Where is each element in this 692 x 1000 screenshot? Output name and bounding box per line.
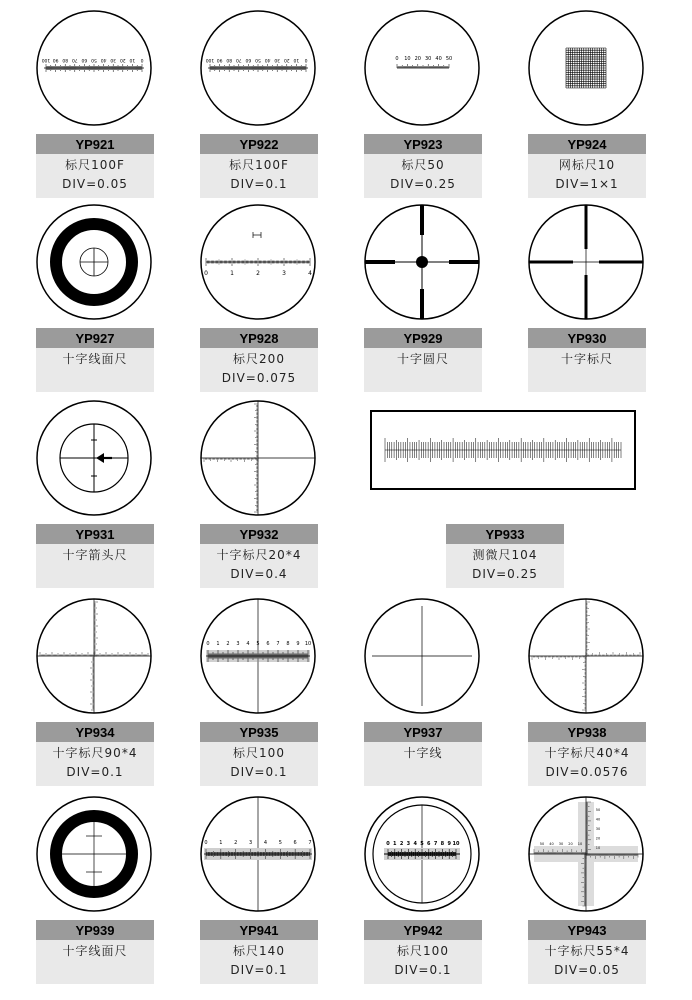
product-label xyxy=(200,328,318,392)
scale-label: 30 xyxy=(425,56,432,62)
product-label-yp933 xyxy=(446,524,564,588)
scale-label: 50 xyxy=(595,808,601,812)
product-div: DIV=1×1 xyxy=(555,177,619,191)
product-label xyxy=(36,920,154,984)
scale-label: 20 xyxy=(595,836,601,841)
product-code: YP935 xyxy=(200,722,318,742)
product-name: 十字标尺 xyxy=(560,352,613,366)
scale-label: 8 xyxy=(286,641,290,647)
reticle-yp923 xyxy=(362,8,482,128)
scale-label: 3 xyxy=(406,841,411,847)
product-code: YP924 xyxy=(528,134,646,154)
product-div xyxy=(364,763,482,782)
scale-label: 10 xyxy=(129,57,136,62)
product-label xyxy=(36,722,154,786)
scale-label: 40 xyxy=(264,57,271,62)
product-name: 测微尺104 xyxy=(472,548,538,562)
product-code: YP932 xyxy=(200,524,318,544)
reticle-yp930 xyxy=(526,202,646,322)
scale-label: 5 xyxy=(256,641,260,647)
scale-label: 2 xyxy=(256,270,260,277)
product-div xyxy=(36,565,154,584)
reticle-yp931 xyxy=(34,398,154,518)
scale-label: 0 xyxy=(206,641,210,647)
scale-label: 10 xyxy=(304,641,312,647)
product-label xyxy=(364,134,482,198)
product-label xyxy=(200,722,318,786)
scale-label: 7 xyxy=(433,841,438,847)
product-code: YP941 xyxy=(200,920,318,940)
scale-label: 1 xyxy=(393,841,397,847)
product-code: YP921 xyxy=(36,134,154,154)
scale-label: 70 xyxy=(235,57,242,62)
product-div xyxy=(36,961,154,980)
product-name: 标尺100 xyxy=(233,746,285,760)
product-label xyxy=(528,722,646,786)
reticle-yp933 xyxy=(370,410,636,490)
product-code: YP939 xyxy=(36,920,154,940)
scale-label: 9 xyxy=(447,841,451,847)
scale-label: 10 xyxy=(452,841,460,847)
scale-label: 40 xyxy=(100,57,107,62)
product-code: YP927 xyxy=(36,328,154,348)
product-label xyxy=(36,524,154,588)
product-name: 标尺140 xyxy=(233,944,285,958)
product-label xyxy=(200,920,318,984)
product-code: YP943 xyxy=(528,920,646,940)
product-div xyxy=(528,369,646,388)
scale-label: 0 xyxy=(386,841,390,847)
product-label xyxy=(528,920,646,984)
scale-label: 2 xyxy=(399,841,404,847)
product-div: DIV=0.1 xyxy=(66,765,124,779)
scale-label: 2 xyxy=(234,840,238,846)
scale-label: 1 xyxy=(219,840,223,846)
product-label xyxy=(364,328,482,392)
product-label xyxy=(528,134,646,198)
product-name: 十字箭头尺 xyxy=(62,548,128,562)
scale-label: 0 xyxy=(204,270,208,277)
scale-label: 4 xyxy=(308,270,312,277)
product-code: YP928 xyxy=(200,328,318,348)
scale-label: 40 xyxy=(549,842,554,846)
scale-label: 5 xyxy=(278,840,282,846)
product-name: 标尺100F xyxy=(65,158,125,172)
product-name: 十字标尺40*4 xyxy=(544,746,630,760)
product-label xyxy=(36,134,154,198)
scale-label: 0 xyxy=(395,56,399,62)
product-div: DIV=0.1 xyxy=(230,765,288,779)
reticle-yp924 xyxy=(526,8,646,128)
product-code: YP930 xyxy=(528,328,646,348)
scale-label: 60 xyxy=(81,57,88,62)
product-div: DIV=0.25 xyxy=(472,567,538,581)
scale-label: 70 xyxy=(71,57,78,62)
product-code: YP929 xyxy=(364,328,482,348)
scale-label: 30 xyxy=(558,842,564,846)
product-label xyxy=(200,134,318,198)
product-name: 标尺200 xyxy=(233,352,285,366)
product-name: 标尺100F xyxy=(229,158,289,172)
scale-label: 6 xyxy=(427,841,431,847)
scale-label: 7 xyxy=(276,641,280,647)
scale-label: 6 xyxy=(293,840,297,846)
scale-label: 100 xyxy=(41,57,51,62)
scale-label: 0 xyxy=(304,57,308,62)
reticle-item-yp933-image xyxy=(370,410,636,490)
reticle-yp927 xyxy=(34,202,154,322)
scale-label: 4 xyxy=(413,841,417,847)
scale-label: 2 xyxy=(226,641,230,647)
product-div xyxy=(364,369,482,388)
scale-label: 6 xyxy=(266,641,270,647)
reticle-yp935 xyxy=(198,596,318,716)
product-label xyxy=(364,920,482,984)
scale-label: 20 xyxy=(283,57,290,62)
scale-label: 20 xyxy=(414,56,421,62)
scale-label: 50 xyxy=(255,57,261,62)
scale-label: 3 xyxy=(282,270,286,277)
product-div: DIV=0.1 xyxy=(230,177,288,191)
scale-label: 30 xyxy=(595,827,601,831)
scale-label: 1 xyxy=(230,270,234,277)
product-div: DIV=0.0576 xyxy=(545,765,629,779)
product-code: YP937 xyxy=(364,722,482,742)
scale-label: 90 xyxy=(216,57,223,62)
reticle-yp934 xyxy=(34,596,154,716)
scale-label: 10 xyxy=(577,842,583,846)
scale-label: 90 xyxy=(52,57,59,62)
scale-label: 40 xyxy=(595,817,601,822)
product-div: DIV=0.4 xyxy=(230,567,288,581)
product-label xyxy=(200,524,318,588)
scale-label: 0 xyxy=(140,57,144,62)
reticle-yp922 xyxy=(198,8,318,128)
scale-label: 0 xyxy=(204,840,208,846)
scale-label: 50 xyxy=(91,57,97,62)
reticle-yp937 xyxy=(362,596,482,716)
product-div: DIV=0.075 xyxy=(221,371,297,385)
product-code: YP923 xyxy=(364,134,482,154)
scale-label: 60 xyxy=(245,57,252,62)
product-label xyxy=(36,328,154,392)
product-div: DIV=0.25 xyxy=(390,177,456,191)
product-code: YP922 xyxy=(200,134,318,154)
scale-label: 10 xyxy=(404,56,411,62)
product-code: YP933 xyxy=(446,524,564,544)
reticle-yp942 xyxy=(362,794,482,914)
scale-label: 80 xyxy=(226,57,233,62)
scale-label: 10 xyxy=(293,57,300,62)
scale-label: 20 xyxy=(568,842,573,846)
scale-label: 30 xyxy=(110,57,117,62)
scale-label: 3 xyxy=(236,641,240,647)
product-name: 十字线面尺 xyxy=(62,352,128,366)
scale-label: 9 xyxy=(296,641,300,647)
scale-label: 20 xyxy=(119,57,126,62)
reticle-yp921 xyxy=(34,8,154,128)
reticle-yp929 xyxy=(362,202,482,322)
reticle-yp943 xyxy=(526,794,646,914)
product-code: YP934 xyxy=(36,722,154,742)
product-code: YP938 xyxy=(528,722,646,742)
scale-label: 40 xyxy=(435,56,442,62)
reticle-yp939 xyxy=(34,794,154,914)
product-div: DIV=0.1 xyxy=(394,963,452,977)
product-name: 十字标尺90*4 xyxy=(52,746,138,760)
scale-label: 100 xyxy=(205,57,215,62)
scale-label: 3 xyxy=(248,840,253,846)
product-name: 十字线 xyxy=(403,746,443,760)
product-label xyxy=(364,722,482,786)
product-name: 标尺100 xyxy=(397,944,449,958)
product-div: DIV=0.1 xyxy=(230,963,288,977)
reticle-yp938 xyxy=(526,596,646,716)
scale-label: 10 xyxy=(595,846,601,850)
scale-label: 8 xyxy=(440,841,445,847)
product-div: DIV=0.05 xyxy=(554,963,620,977)
scale-label: 50 xyxy=(445,56,453,62)
scale-label: 4 xyxy=(263,840,268,846)
product-label xyxy=(528,328,646,392)
scale-label: 30 xyxy=(274,57,281,62)
scale-label: 50 xyxy=(539,842,545,846)
scale-label: 5 xyxy=(420,841,424,847)
reticle-yp928 xyxy=(198,202,318,322)
scale-label: 7 xyxy=(308,840,312,846)
product-code: YP942 xyxy=(364,920,482,940)
product-code: YP931 xyxy=(36,524,154,544)
reticle-yp941 xyxy=(198,794,318,914)
product-name: 网标尺10 xyxy=(558,158,616,172)
product-name: 标尺50 xyxy=(401,158,445,172)
scale-label: 4 xyxy=(246,641,250,647)
product-name: 十字标尺20*4 xyxy=(216,548,302,562)
scale-label: 1 xyxy=(216,641,220,647)
product-div xyxy=(36,369,154,388)
product-name: 十字线面尺 xyxy=(62,944,128,958)
product-div: DIV=0.05 xyxy=(62,177,128,191)
product-name: 十字圆尺 xyxy=(396,352,449,366)
reticle-yp932 xyxy=(198,398,318,518)
product-name: 十字标尺55*4 xyxy=(544,944,630,958)
scale-label: 80 xyxy=(62,57,69,62)
